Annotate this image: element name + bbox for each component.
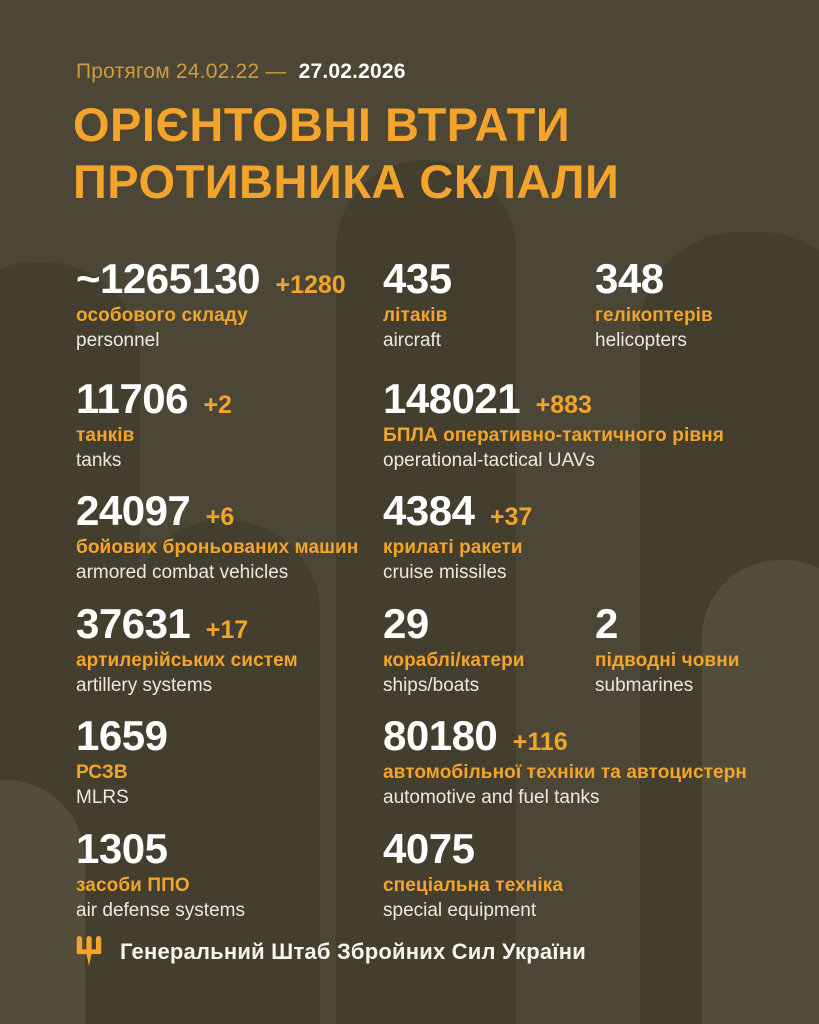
stat-armored-combat-vehicles <box>76 488 383 585</box>
stat-mlrs <box>76 713 383 810</box>
stat-label-en: ships/boats <box>383 674 480 696</box>
stat-cruise-missiles <box>383 488 807 585</box>
stat-line <box>76 488 383 533</box>
stat-label-en: special equipment <box>383 899 537 921</box>
stat-value: 1305 <box>76 825 168 872</box>
stat-line <box>383 601 595 646</box>
stat-label-uk: кораблі/катери <box>383 650 525 672</box>
stat-label-uk: бойових броньованих машин <box>76 537 359 559</box>
stat-label-uk: гелікоптерів <box>595 305 713 327</box>
stat-value: 1659 <box>76 712 168 759</box>
page-title <box>73 96 619 211</box>
title-line-1: ОРІЄНТОВНІ ВТРАТИ <box>73 98 571 151</box>
stat-line <box>383 826 807 871</box>
stat-value: 348 <box>595 255 664 302</box>
stat-aircraft <box>383 256 595 353</box>
stat-label-uk: підводні човни <box>595 650 740 672</box>
stat-label-en: air defense systems <box>76 899 245 921</box>
stat-delta: +883 <box>535 391 592 419</box>
stat-value: 37631 <box>76 600 191 647</box>
stat-line <box>383 376 807 421</box>
stat-delta: +1280 <box>275 271 346 299</box>
stat-submarines <box>595 601 807 698</box>
stat-label-uk: артилерійських систем <box>76 650 298 672</box>
stat-delta: +2 <box>203 391 232 419</box>
stat-uavs <box>383 376 807 473</box>
period-date: 27.02.2026 <box>298 60 406 83</box>
stat-delta: +116 <box>512 728 568 756</box>
stat-value: 4075 <box>383 825 475 872</box>
stat-line <box>595 256 807 301</box>
period-label <box>76 60 406 84</box>
stat-value: 24097 <box>76 487 191 534</box>
stat-line <box>595 601 807 646</box>
stat-label-uk: БПЛА оперативно-тактичного рівня <box>383 425 724 447</box>
stat-label-uk: автомобільної техніки та автоцистерн <box>383 762 747 784</box>
stat-value: 2 <box>595 600 618 647</box>
stat-label-uk: крилаті ракети <box>383 537 523 559</box>
stat-ships-boats <box>383 601 595 698</box>
stat-helicopters <box>595 256 807 353</box>
stat-value: 80180 <box>383 712 498 759</box>
stat-label-uk: РСЗВ <box>76 762 128 784</box>
stat-label-en: artillery systems <box>76 674 213 696</box>
stat-label-en: cruise missiles <box>383 561 507 583</box>
stat-artillery-systems <box>76 601 383 698</box>
stat-line <box>383 713 807 758</box>
stat-line <box>76 826 383 871</box>
stat-label-uk: танків <box>76 425 135 447</box>
stat-automotive <box>383 713 807 810</box>
stat-label-en: helicopters <box>595 329 687 351</box>
stat-delta: +6 <box>205 503 235 531</box>
stat-delta: +17 <box>205 616 249 644</box>
stat-label-en: automotive and fuel tanks <box>383 786 600 808</box>
stat-value: 29 <box>383 600 429 647</box>
stat-value: 4384 <box>383 487 475 534</box>
stat-label-en: MLRS <box>76 786 129 808</box>
footer <box>76 936 586 968</box>
title-line-2: ПРОТИВНИКА СКЛАЛИ <box>73 155 620 209</box>
stat-label-en: aircraft <box>383 329 442 351</box>
footer-org-name: Генеральний Штаб Збройних Сил України <box>120 939 586 964</box>
stat-label-en: operational-tactical UAVs <box>383 449 595 471</box>
stat-value: 11706 <box>76 375 188 422</box>
stat-line <box>383 488 807 533</box>
stat-special-equipment <box>383 826 807 923</box>
stat-label-en: armored combat vehicles <box>76 561 289 583</box>
stat-line <box>76 376 383 421</box>
stat-air-defense <box>76 826 383 923</box>
stat-line <box>76 601 383 646</box>
period-prefix: Протягом 24.02.22 — <box>76 60 287 83</box>
stat-label-en: submarines <box>595 674 694 696</box>
stat-personnel <box>76 256 383 353</box>
stat-value: ~1265130 <box>76 255 261 302</box>
stat-line <box>76 256 383 301</box>
stat-label-uk: особового складу <box>76 305 248 327</box>
trident-icon <box>76 936 102 968</box>
stats-grid <box>76 256 807 923</box>
stat-label-uk: засоби ППО <box>76 875 190 897</box>
stat-value: 435 <box>383 255 452 302</box>
stat-tanks <box>76 376 383 473</box>
stat-line <box>383 256 595 301</box>
stat-delta: +37 <box>489 503 533 531</box>
stat-label-uk: літаків <box>383 305 448 327</box>
stat-label-en: tanks <box>76 449 122 471</box>
stat-label-en: personnel <box>76 329 160 351</box>
stat-line <box>76 713 383 758</box>
stat-label-uk: спеціальна техніка <box>383 875 564 897</box>
stat-value: 148021 <box>383 375 521 422</box>
